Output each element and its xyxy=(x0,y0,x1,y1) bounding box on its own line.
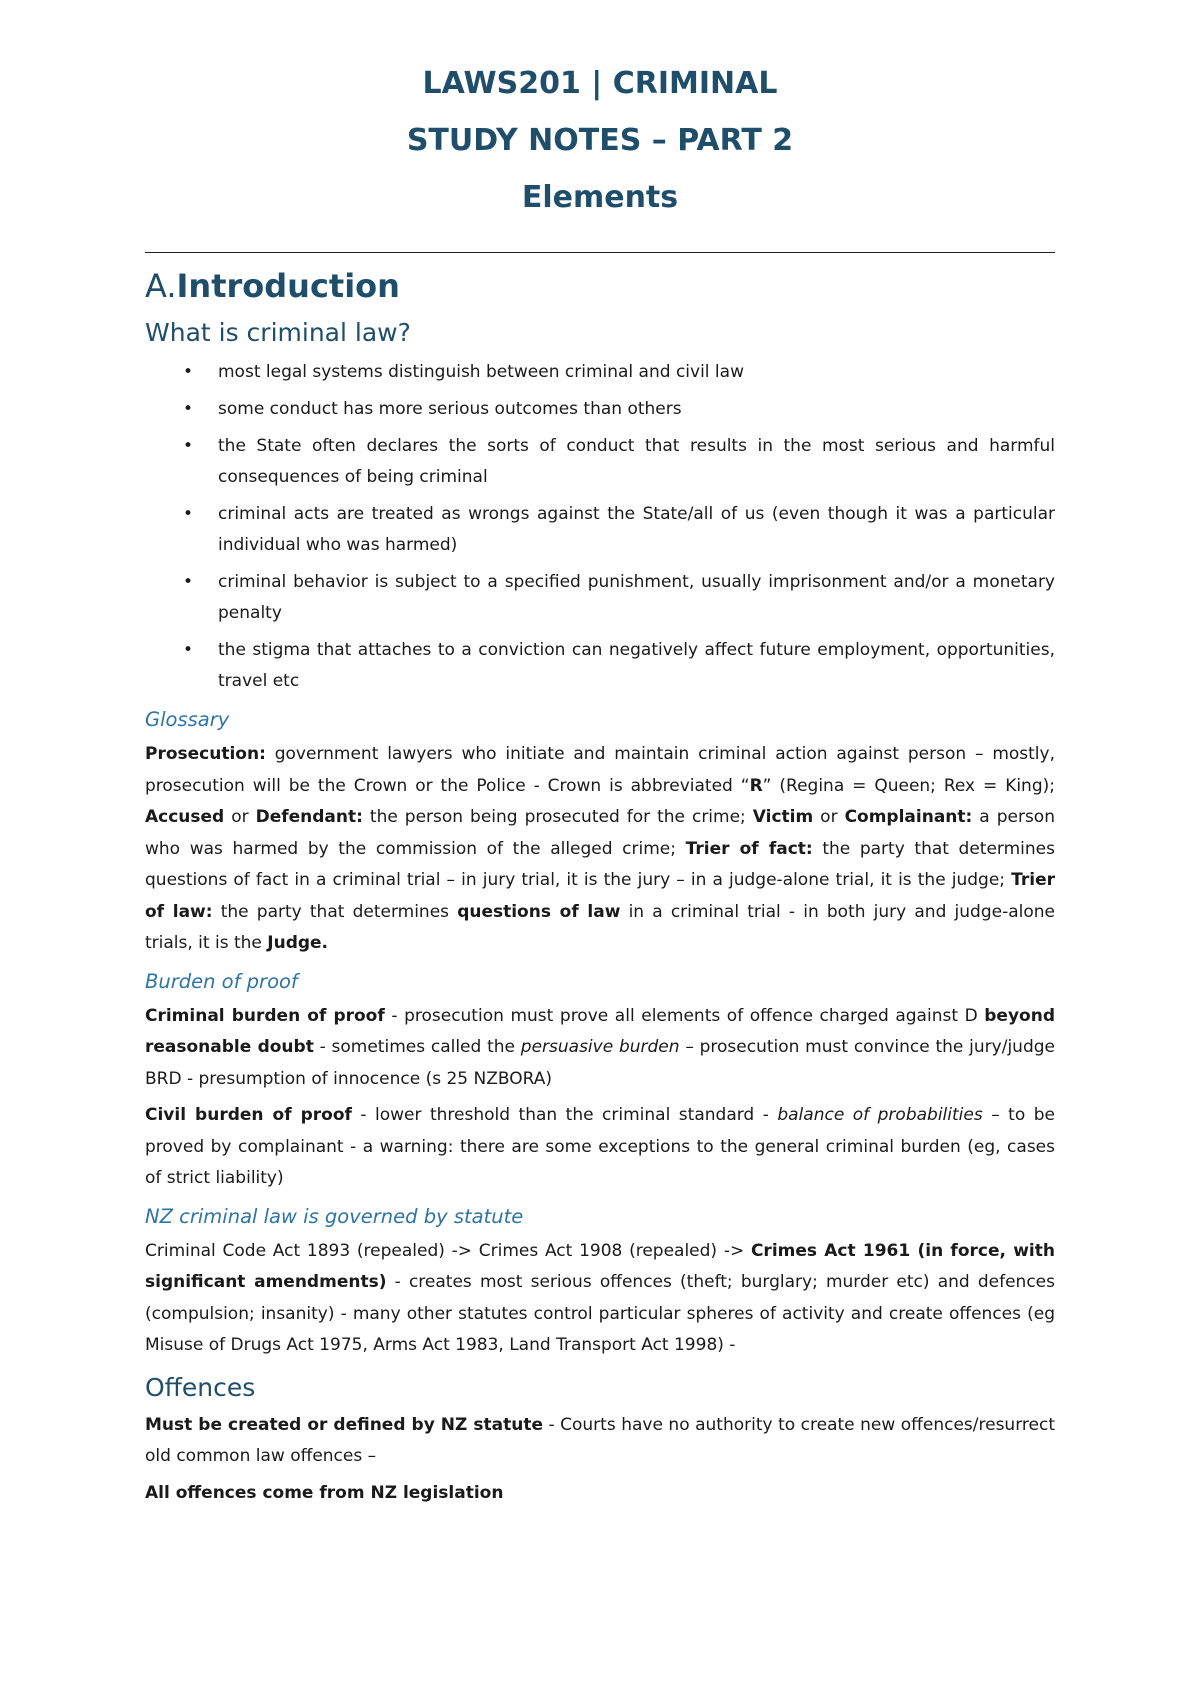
bullet-icon: • xyxy=(183,399,194,419)
title-divider xyxy=(145,252,1055,253)
list-item: • the State often declares the sorts of conduct that results in the most serious and harmful consequences of being criminal xyxy=(145,431,1055,493)
list-item: • criminal acts are treated as wrongs against the State/all of us (even though it was a particular individual who was harmed) xyxy=(145,499,1055,561)
glossary-heading: Glossary xyxy=(145,708,230,731)
bullet-icon: • xyxy=(183,640,194,660)
statute-paragraph: Criminal Code Act 1893 (repealed) -> Crimes Act 1908 (repealed) -> Crimes Act 1961 (in force, with significant amendments) - creates most serious offences (theft; burglary; murder etc) and defences (compulsion; insanity) - many other statutes control particular spheres of activity and create offences (eg Misuse of Drugs Act 1975, Arms Act 1983, Land Transport Act 1998) - xyxy=(145,1240,1055,1355)
offences-summary: All offences come from NZ legislation xyxy=(145,1482,504,1503)
glossary-paragraph: Prosecution: government lawyers who initiate and maintain criminal action against person – mostly, prosecution will be the Crown or the Police - Crown is abbreviated “R” (Regina = Queen; Rex = King); Accused or Defendant: the person being prosecuted for the crime; Victim or Complainant: a person who was harmed by the commission of the alleged crime; Trier of fact: the party that determines questions of fact in a criminal trial – in jury trial, it is the jury – in a judge-alone trial, it is the judge; Trier of law: the party that determines questions of law in a criminal trial - in both jury and judge-alone trials, it is the Judge. xyxy=(145,744,1055,953)
burden-of-proof-heading: Burden of proof xyxy=(145,969,298,993)
bullet-icon: • xyxy=(183,572,194,592)
title-topic: Elements xyxy=(521,180,679,215)
section-letter: A. xyxy=(145,267,177,305)
list-item: • the stigma that attaches to a conviction can negatively affect future employment, opportunities, travel etc xyxy=(145,635,1055,697)
civil-burden-paragraph: Civil burden of proof - lower threshold than the criminal standard - balance of probabilities – to be proved by complainant - a warning: there are some exceptions to the general criminal burden (eg, cases of strict liability) xyxy=(145,1105,1055,1188)
what-is-criminal-law-heading: What is criminal law? xyxy=(145,318,411,347)
statute-heading: NZ criminal law is governed by statute xyxy=(145,1204,524,1228)
criminal-burden-paragraph: Criminal burden of proof - prosecution must prove all elements of offence charged against D beyond reasonable doubt - sometimes called the persuasive burden – prosecution must convince the jury/judge BRD - presumption of innocence (s 25 NZBORA) xyxy=(145,1005,1055,1089)
title-notes: STUDY NOTES – PART 2 xyxy=(406,123,794,158)
bullet-icon: • xyxy=(183,504,194,524)
offences-heading: Offences xyxy=(145,1372,256,1402)
list-item: • criminal behavior is subject to a specified punishment, usually imprisonment and/or a monetary penalty xyxy=(145,567,1055,629)
section-a-heading xyxy=(145,261,1055,311)
document-title xyxy=(145,0,1055,226)
section-title: Introduction xyxy=(176,267,400,305)
offences-paragraph: Must be created or defined by NZ statute - Courts have no authority to create new offences/resurrect old common law offences – xyxy=(145,1414,1055,1466)
bullet-icon: • xyxy=(183,436,194,456)
list-item: • most legal systems distinguish between criminal and civil law xyxy=(145,357,1055,388)
title-course: LAWS201 | CRIMINAL xyxy=(422,66,778,101)
list-item: • some conduct has more serious outcomes than others xyxy=(145,394,1055,425)
bullet-icon: • xyxy=(183,362,194,382)
intro-bullet-list xyxy=(145,357,1055,697)
